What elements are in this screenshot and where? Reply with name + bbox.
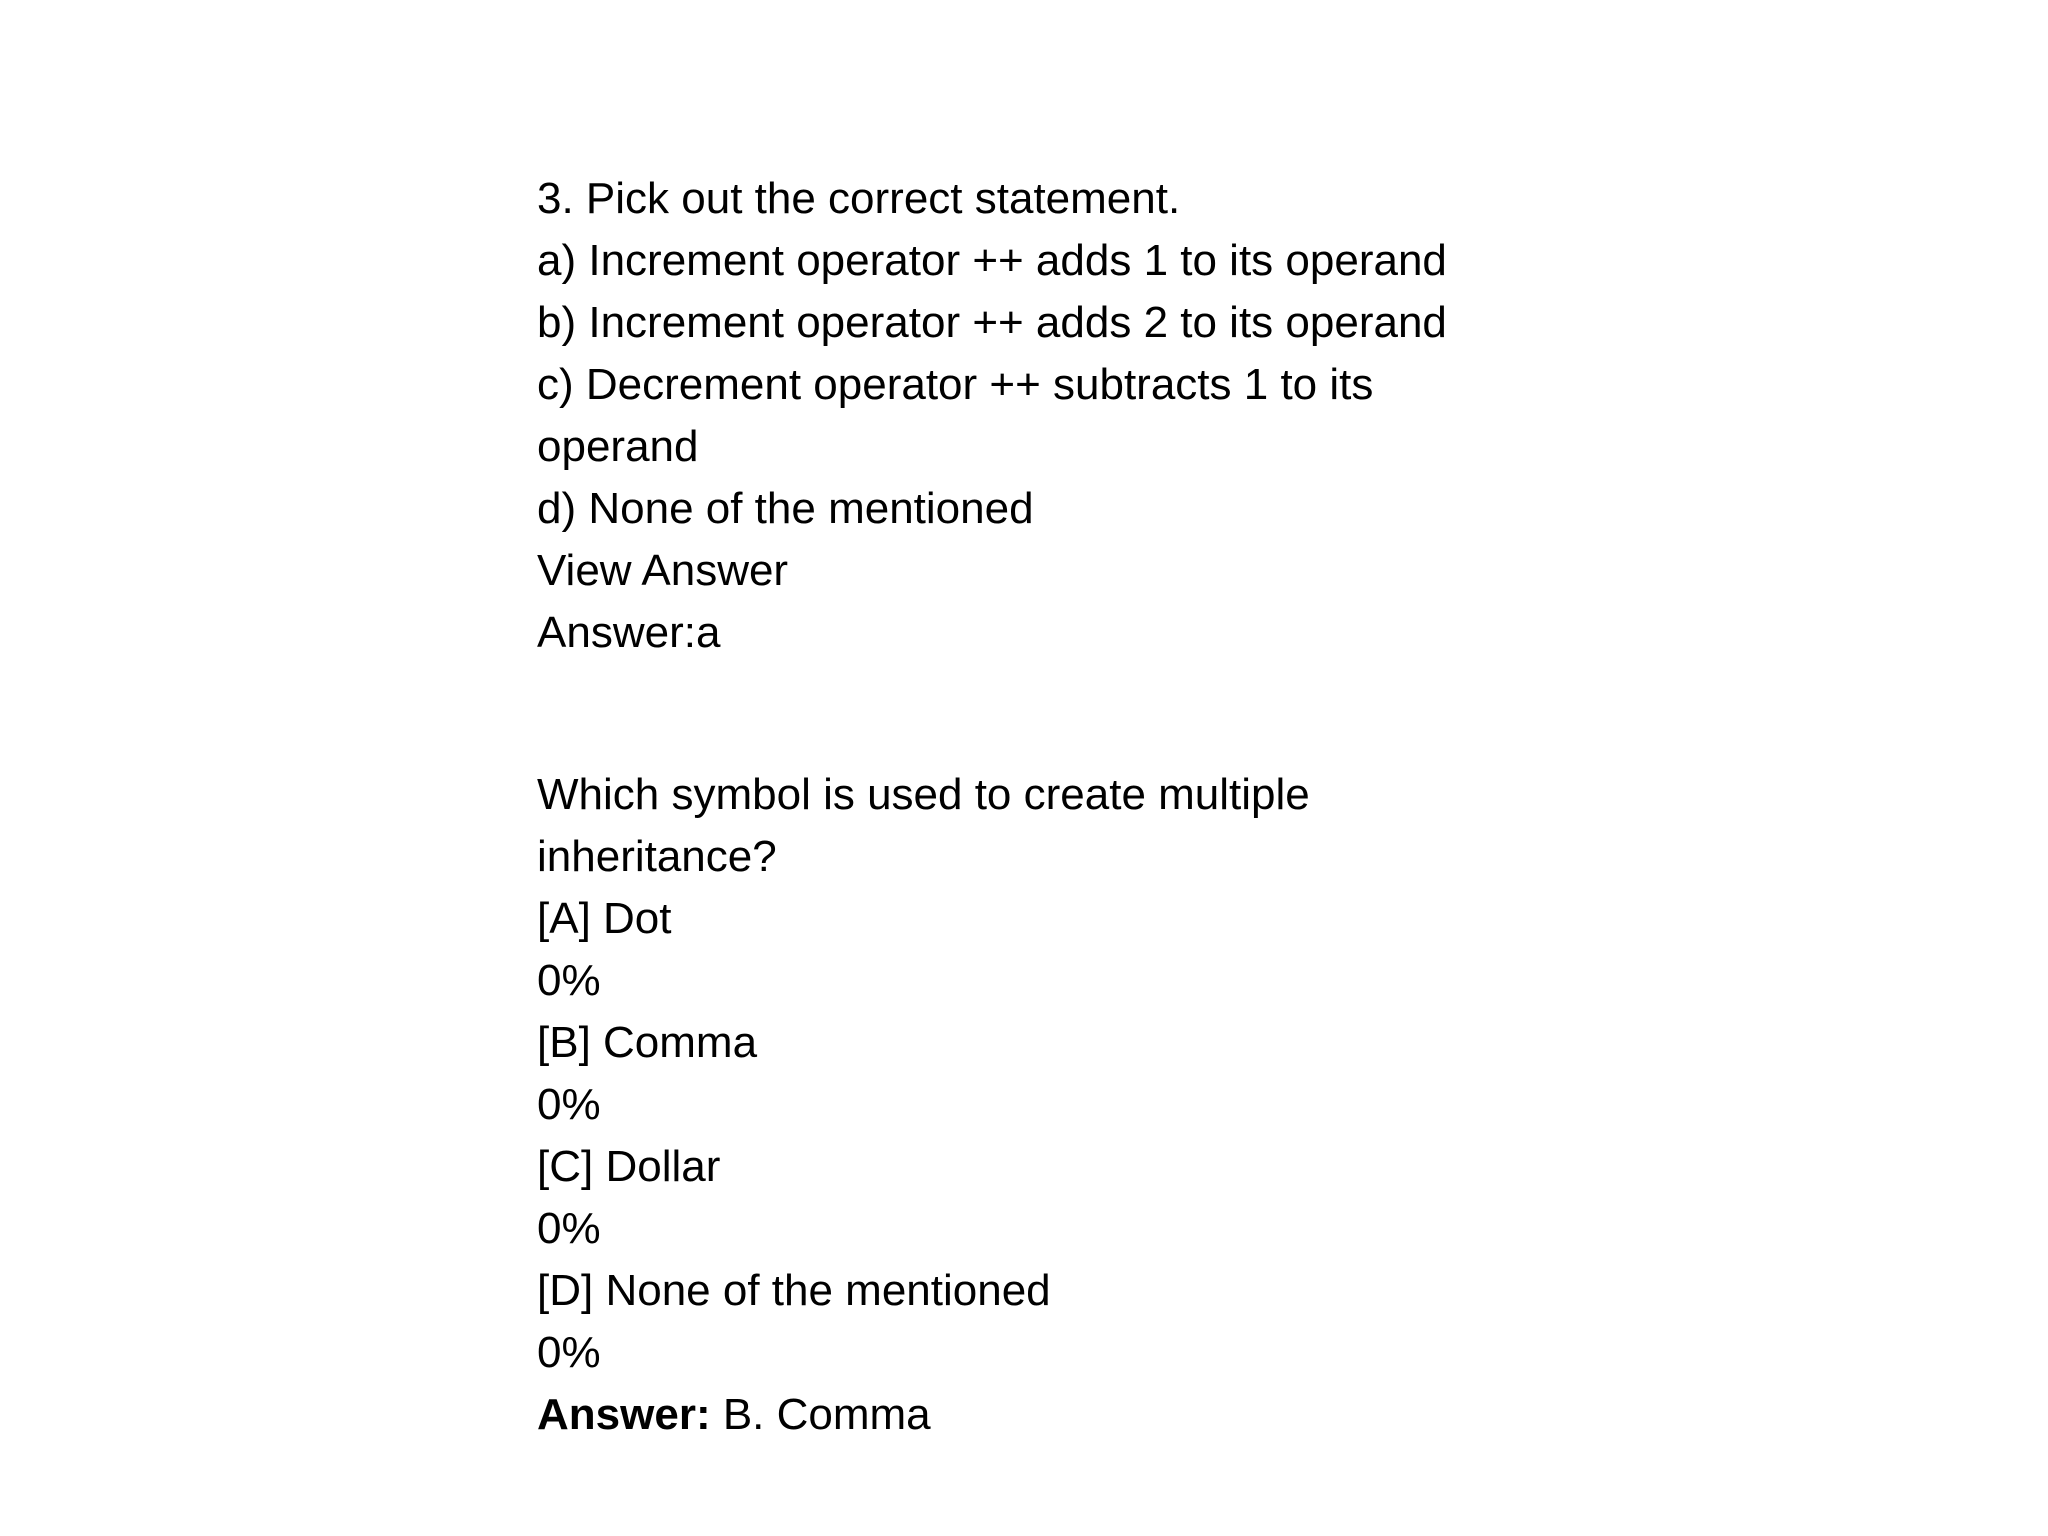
question-1-option-c: c) Decrement operator ++ subtracts 1 to its <box>537 360 1374 409</box>
question-1-option-d: d) None of the mentioned <box>537 484 1034 533</box>
question-1-answer: Answer:a <box>537 608 721 657</box>
question-2-option-d-percent: 0% <box>537 1328 601 1377</box>
answer-value: B. Comma <box>710 1390 931 1439</box>
spacer <box>537 664 1537 764</box>
question-2-option-c-percent: 0% <box>537 1204 601 1253</box>
quiz-content <box>537 168 1537 1446</box>
question-1-title: 3. Pick out the correct statement. <box>537 174 1181 223</box>
question-2-title: Which symbol is used to create multiple <box>537 770 1310 819</box>
question-1-option-b: b) Increment operator ++ adds 2 to its operand <box>537 298 1447 347</box>
question-2-option-c: [C] Dollar <box>537 1142 721 1191</box>
question-2-option-b-percent: 0% <box>537 1080 601 1129</box>
question-2-option-d: [D] None of the mentioned <box>537 1266 1051 1315</box>
question-2-option-a: [A] Dot <box>537 894 672 943</box>
answer-label: Answer: <box>537 1390 711 1439</box>
question-2-option-b: [B] Comma <box>537 1018 758 1067</box>
question-2-title-continued: inheritance? <box>537 832 777 881</box>
view-answer-link[interactable]: View Answer <box>537 546 789 595</box>
question-1-option-a: a) Increment operator ++ adds 1 to its operand <box>537 236 1447 285</box>
question-2-answer <box>537 1384 1537 1446</box>
question-1-option-c-continued: operand <box>537 422 699 471</box>
question-2-option-a-percent: 0% <box>537 956 601 1005</box>
